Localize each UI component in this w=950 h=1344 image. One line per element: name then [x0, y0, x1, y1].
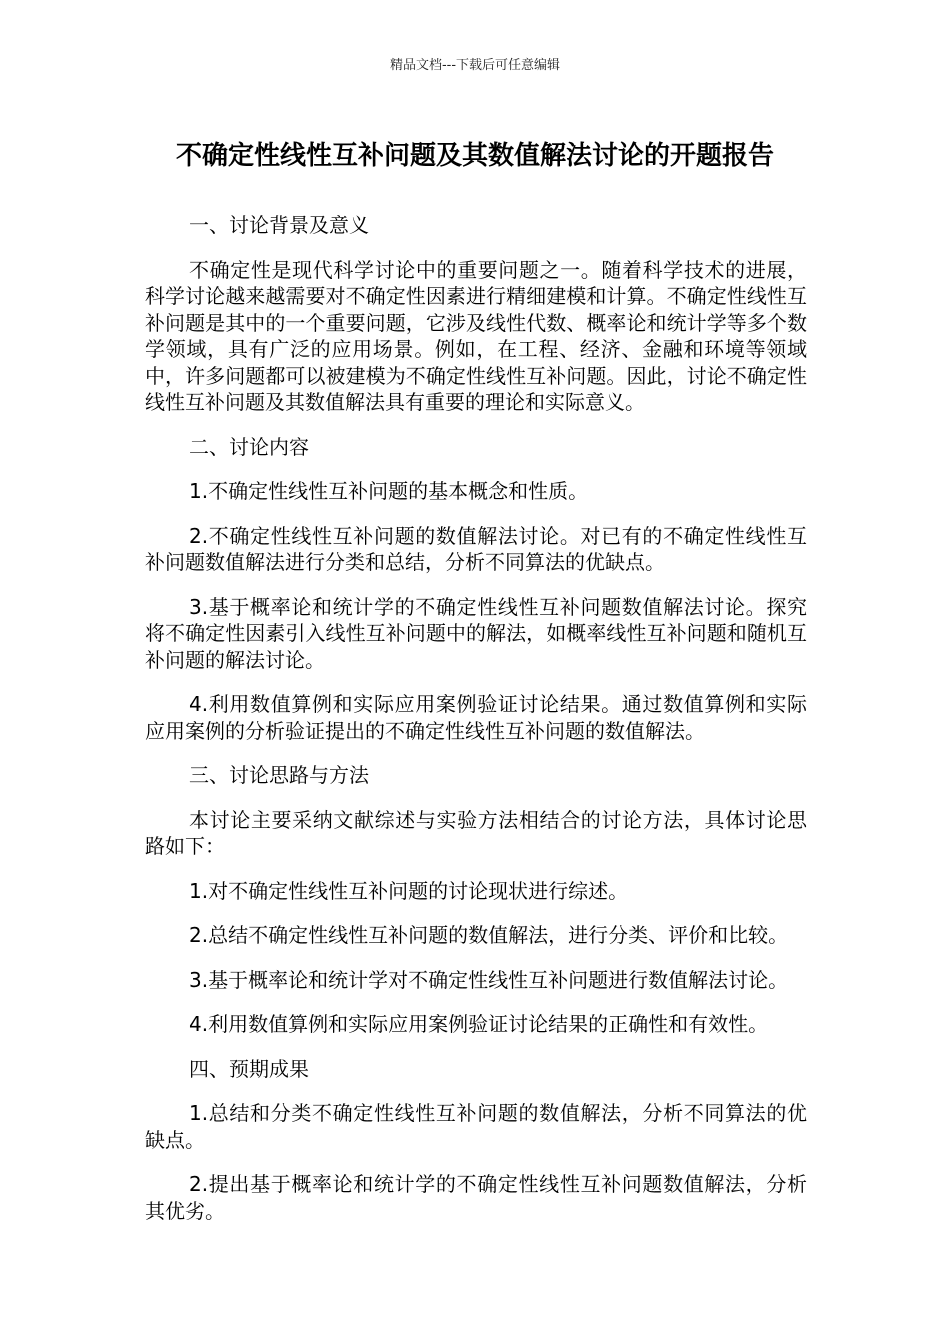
method-item-2: 2.总结不确定性线性互补问题的数值解法，进行分类、评价和比较。: [189, 923, 789, 947]
content-item-4: 4.利用数值算例和实际应用案例验证讨论结果。通过数值算例和实际应用案例的分析验证提出的不确定性线性互补问题的数值解法。: [145, 692, 807, 743]
section-heading-outcomes: 四、预期成果: [189, 1056, 309, 1081]
paragraph-method-intro: 本讨论主要采纳文献综述与实验方法相结合的讨论方法，具体讨论思路如下：: [145, 807, 807, 858]
method-item-3: 3.基于概率论和统计学对不确定性线性互补问题进行数值解法讨论。: [189, 967, 789, 992]
page-header: 精品文档---下载后可任意编辑: [389, 58, 561, 73]
content-item-3: 3.基于概率论和统计学的不确定性线性互补问题数值解法讨论。探究将不确定性因素引入线性互补问题中的解法，如概率线性互补问题和随机互补问题的解法讨论。: [145, 594, 807, 672]
content-item-1: 1.不确定性线性互补问题的基本概念和性质。: [189, 479, 589, 503]
section-heading-background: 一、讨论背景及意义: [189, 213, 369, 237]
section-heading-method: 三、讨论思路与方法: [189, 763, 369, 787]
method-item-1: 1.对不确定性线性互补问题的讨论现状进行综述。: [189, 878, 629, 903]
content-item-2: 2.不确定性线性互补问题的数值解法讨论。对已有的不确定性线性互补问题数值解法进行分类和总结，分析不同算法的优缺点。: [145, 523, 807, 574]
method-item-4: 4.利用数值算例和实际应用案例验证讨论结果的正确性和有效性。: [189, 1012, 769, 1036]
paragraph-background: 不确定性是现代科学讨论中的重要问题之一。随着科学技术的进展，科学讨论越来越需要对不确定性因素进行精细建模和计算。不确定性线性互补问题是其中的一个重要问题，它涉及线性代数、概率论和统计学等多个数学领域，具有广泛的应用场景。例如，在工程、经济、金融和环境等领域中，许多问题都可以被建模为不确定性线性互补问题。因此，讨论不确定性线性互补问题及其数值解法具有重要的理论和实际意义。: [145, 257, 807, 414]
document-body: [145, 212, 807, 1242]
document-title: 不确定性线性互补问题及其数值解法讨论的开题报告: [175, 141, 774, 171]
outcome-item-2: 2.提出基于概率论和统计学的不确定性线性互补问题数值解法，分析其优劣。: [145, 1172, 807, 1223]
section-heading-content: 二、讨论内容: [189, 434, 309, 459]
outcome-item-1: 1.总结和分类不确定性线性互补问题的数值解法，分析不同算法的优缺点。: [145, 1101, 807, 1152]
